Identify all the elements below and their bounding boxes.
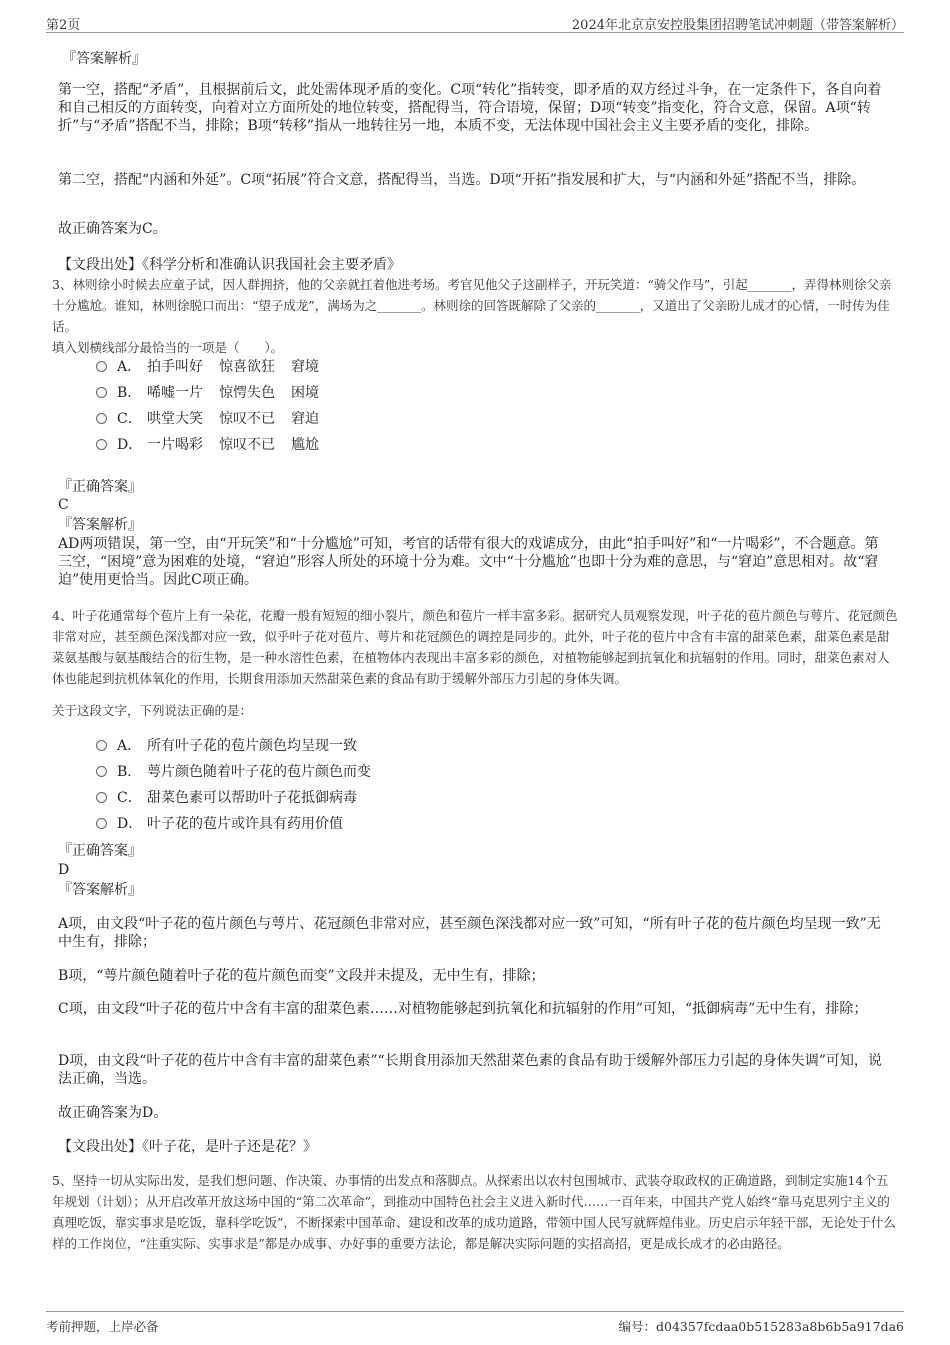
q5-stem: 5、坚持一切从实际出发，是我们想问题、作决策、办事情的出发点和落脚点。从探索出以农村包围城市、武装夺取政权的正确道路，到制定实施14个五年规划（计划）；从开启改革开放这场中国的“第二次革命”，到推动中国特色社会主义进入新时代……一百年来，中国共产党人始终“靠马克思列宁主义的真理吃饭，靠实事求是吃饭，靠科学吃饭”，不断探索中国革命、建设和改革的成功道路，带领中国人民写就辉煌伟业。历史启示年轻干部，无论处于什么样的工作岗位，“注重实际、实事求是”都是办成事、办好事的重要方法论，都是解决实际问题的实招高招，更是成长成才的必由路径。: [52, 1173, 896, 1251]
q3-option-b[interactable]: B． 唏嘘一片 惊愕失色 困境: [96, 382, 335, 404]
q4-analysis-b: B项，“萼片颜色随着叶子花的苞片颜色而变”文段并未提及，无中生有，排除；: [58, 968, 545, 984]
q4-answer-label: 『正确答案』: [58, 843, 142, 859]
q4-conclusion: 故正确答案为D。: [58, 1105, 168, 1121]
footer-slogan: 考前押题，上岸必备: [46, 1319, 159, 1334]
radio-button[interactable]: [96, 740, 107, 751]
q4-prompt: 关于这段文字，下列说法正确的是：: [52, 703, 253, 718]
radio-button[interactable]: [96, 818, 107, 829]
radio-button[interactable]: [96, 361, 107, 372]
q3-analysis: AD两项错误，第一空，由“开玩笑”和“十分尴尬”可知，考官的话带有很大的戏谑成分，由此“拍手叫好”和“一片喝彩”，不合题意。第三空，“困境”意为困难的处境，“窘迫”形容人所处的环境十分为难。文中“十分尴尬”也即十分为难的意思，与“窘迫”意思相对。故“窘迫”使用更恰当。因此C项正确。: [58, 536, 879, 588]
q4-option-b[interactable]: B． 萼片颜色随着叶子花的苞片颜色而变: [96, 761, 371, 783]
q3-analysis-label: 『答案解析』: [58, 517, 142, 533]
q3-option-c[interactable]: C． 哄堂大笑 惊叹不已 窘迫: [96, 408, 335, 430]
q2-analysis-p1: 第一空，搭配“矛盾”，且根据前后文，此处需体现矛盾的变化。C项“转化”指转变，即矛盾的双方经过斗争，在一定条件下，各自向着和自己相反的方面转变，向着对立方面所处的地位转变，搭配得当，符合语境，保留；D项“转变”指变化，符合文意，保留。A项“转折”与“矛盾”搭配不当，排除；B项“转移”指从一地转往另一地，本质不变，无法体现中国社会主义主要矛盾的变化，排除。: [58, 82, 882, 134]
page-header: [46, 10, 904, 33]
q3-answer: C: [58, 497, 69, 513]
q4-option-c[interactable]: C． 甜菜色素可以帮助叶子花抵御病毒: [96, 787, 357, 809]
radio-button[interactable]: [96, 413, 107, 424]
page-number: 第2页: [46, 18, 81, 33]
radio-button[interactable]: [96, 792, 107, 803]
q3-option-a[interactable]: A． 拍手叫好 惊喜欲狂 窘境: [96, 356, 335, 378]
document-code: 编号：d04357fcdaa0b515283a8b6b5a917da6: [618, 1319, 904, 1334]
q4-analysis-label: 『答案解析』: [58, 882, 142, 898]
q4-stem: 4、叶子花通常每个苞片上有一朵花，花瓣一般有短短的细小裂片，颜色和苞片一样丰富多彩。据研究人员观察发现，叶子花的苞片颜色与萼片、花冠颜色非常对应，甚至颜色深浅都对应一致，似乎叶子花对苞片、萼片和花冠颜色的调控是同步的。此外，叶子花的苞片中含有丰富的甜菜色素，甜菜色素是甜菜氨基酸与氨基酸结合的衍生物，是一种水溶性色素，在植物体内表现出丰富多彩的颜色，对植物能够起到抗氧化和抗辐射的作用。同时，甜菜色素对人体也能起到抗机体氧化的作用，长期食用添加天然甜菜色素的食品有助于缓解外部压力引起的身体失调。: [52, 608, 898, 686]
q4-analysis-c: C项，由文段“叶子花的苞片中含有丰富的甜菜色素……对植物能够起到抗氧化和抗辐射的作用”可知，“抵御病毒”无中生有，排除；: [58, 1001, 868, 1017]
document-title: 2024年北京京安控股集团招聘笔试冲刺题（带答案解析）: [571, 18, 904, 33]
radio-button[interactable]: [96, 439, 107, 450]
radio-button[interactable]: [96, 766, 107, 777]
q4-answer: D: [58, 862, 70, 878]
q3-stem: 3、林则徐小时候去应童子试，因人群拥挤，他的父亲就扛着他进考场。考官见他父子这副样子，开玩笑道：“骑父作马”，引起_______，弄得林则徐父亲十分尴尬。谁知，林则徐脱口而出：“望子成龙”，满场为之_______。林则徐的回答既解除了父亲的_______，又道出了父亲盼儿成才的心情，一时传为佳话。: [52, 277, 892, 334]
q4-analysis-d: D项，由文段“叶子花的苞片中含有丰富的甜菜色素”“长期食用添加天然甜菜色素的食品有助于缓解外部压力引起的身体失调”可知，说法正确，当选。: [58, 1053, 882, 1087]
q2-analysis-p2: 第二空，搭配“内涵和外延”。C项“拓展”符合文意，搭配得当，当选。D项“开拓”指发展和扩大，与“内涵和外延”搭配不当，排除。: [58, 172, 866, 188]
q4-option-d[interactable]: D． 叶子花的苞片或许具有药用价值: [96, 813, 343, 835]
q4-source: 【文段出处】《叶子花，是叶子还是花？》: [58, 1139, 317, 1155]
q3-prompt: 填入划横线部分最恰当的一项是（ ）。: [52, 340, 284, 355]
q2-source: 【文段出处】《科学分析和准确认识我国社会主要矛盾》: [58, 257, 401, 273]
page-footer: [46, 1311, 904, 1338]
q2-analysis-label: 『答案解析』: [62, 51, 146, 67]
q2-conclusion: 故正确答案为C。: [58, 221, 167, 237]
q4-option-a[interactable]: A． 所有叶子花的苞片颜色均呈现一致: [96, 735, 357, 757]
q3-option-d[interactable]: D． 一片喝彩 惊叹不已 尴尬: [96, 434, 335, 456]
radio-button[interactable]: [96, 387, 107, 398]
q4-analysis-a: A项，由文段“叶子花的苞片颜色与萼片、花冠颜色非常对应，甚至颜色深浅都对应一致”可知，“所有叶子花的苞片颜色均呈现一致”无中生有，排除；: [58, 916, 881, 950]
q3-answer-label: 『正确答案』: [58, 479, 142, 495]
